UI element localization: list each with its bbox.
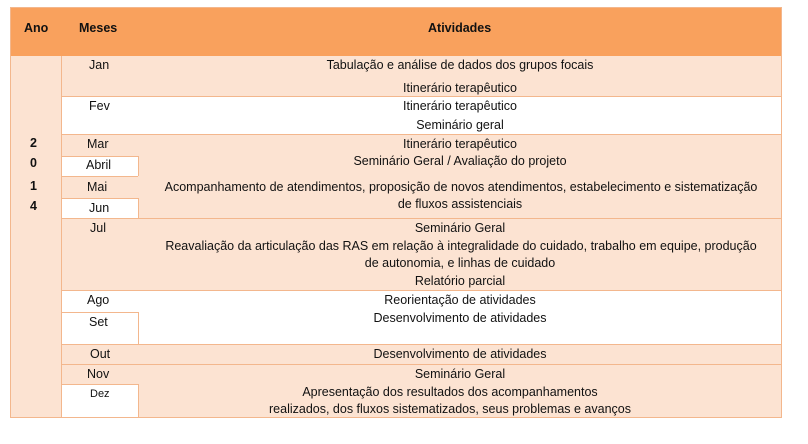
- activity-line: Apresentação dos resultados dos acompanhamentos: [302, 385, 598, 399]
- month-out: Out: [90, 347, 111, 361]
- month-nov: Nov: [87, 367, 110, 381]
- month-jun: Jun: [89, 201, 110, 215]
- activity-line: de fluxos assistenciais: [397, 197, 523, 211]
- activity-line: Relatório parcial: [414, 274, 506, 288]
- activity-line: Seminário Geral: [414, 221, 506, 235]
- activity-line: Seminário Geral / Avaliação do projeto: [353, 154, 567, 168]
- activity-line: Itinerário terapêutico: [403, 137, 517, 151]
- month-mai: Mai: [87, 180, 108, 194]
- month-fev: Fev: [89, 99, 110, 113]
- header-meses: Meses: [79, 21, 118, 35]
- activity-line: Reorientação de atividades: [384, 293, 536, 307]
- activity-line: Desenvolvimento de atividades: [373, 311, 547, 325]
- year-digit: 1: [30, 179, 37, 193]
- month-ago: Ago: [87, 293, 110, 307]
- header-ano: Ano: [24, 21, 49, 35]
- header-atividades: Atividades: [428, 21, 492, 35]
- month-mar: Mar: [87, 137, 109, 151]
- activity-line: de autonomia, e linhas de cuidado: [364, 256, 556, 270]
- month-jan: Jan: [89, 58, 110, 72]
- activity-line: Tabulação e análise de dados dos grupos focais: [326, 58, 594, 72]
- activities-table: [10, 7, 782, 418]
- activity-line: Desenvolvimento de atividades: [373, 347, 547, 361]
- year-digit: 4: [30, 199, 37, 213]
- activity-line: Seminário geral: [416, 118, 504, 132]
- activity-line: realizados, dos fluxos sistematizados, seus problemas e avanços: [269, 402, 631, 416]
- activity-line: Acompanhamento de atendimentos, proposição de novos atendimentos, estabelecimento e sistematização: [164, 180, 758, 194]
- activity-line: Itinerário terapêutico: [403, 99, 517, 113]
- activity-line: Seminário Geral: [414, 367, 506, 381]
- activity-line: Itinerário terapêutico: [403, 81, 517, 95]
- year-digit: 2: [30, 136, 37, 150]
- month-abril: Abril: [86, 158, 112, 172]
- activity-line: Reavaliação da articulação das RAS em relação à integralidade do cuidado, trabalho em equipe, produção: [165, 239, 757, 253]
- year-digit: 0: [30, 156, 37, 170]
- month-dez: Dez: [90, 388, 110, 400]
- month-jul: Jul: [90, 221, 106, 235]
- month-set: Set: [89, 315, 108, 329]
